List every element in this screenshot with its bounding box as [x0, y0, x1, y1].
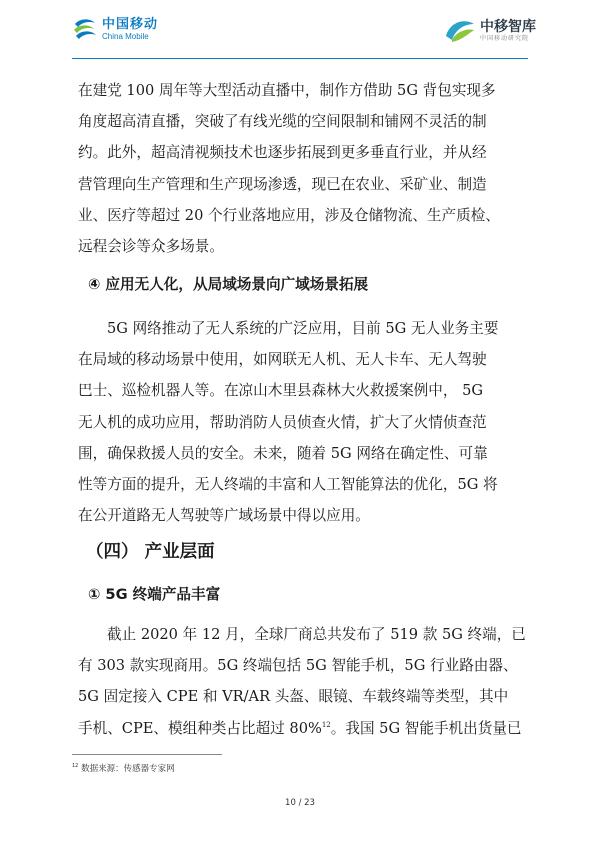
text-segment: 手机、CPE、模组种类占比超过 80%: [78, 719, 322, 737]
text-line: 远程会诊等众多场景。: [78, 238, 224, 256]
china-mobile-logo: [72, 16, 158, 42]
text-segment: 。我国 5G 智能手机出货量已: [330, 719, 522, 737]
text-line: 在建党 100 周年等大型活动直播中，制作方借助 5G 背包实现多: [78, 82, 496, 99]
text-line: 5G 网络推动了无人系统的广泛应用，目前 5G 无人业务主要: [107, 320, 499, 337]
paragraph-unmanned-systems: [78, 313, 530, 531]
footnote-text: 数据来源：传感器专家网: [81, 764, 175, 774]
heading-5g-terminals: ① 5G 终端产品丰富: [88, 586, 221, 603]
footnote-reference[interactable]: 12: [321, 720, 331, 729]
left-logo-en: China Mobile: [102, 31, 149, 41]
left-logo-cn: 中国移动: [102, 16, 159, 32]
header-divider: [72, 58, 528, 59]
text-line: 巴士、巡检机器人等。在凉山木里县森林大火救援案例中， 5G: [78, 382, 484, 400]
text-line: 约。此外，超高清视频技术也逐步拓展到更多垂直行业，并从经: [78, 144, 487, 162]
cmri-think-tank-logo: [444, 18, 536, 44]
text-line: 在局域的移动场景中使用，如网联无人机、无人卡车、无人驾驶: [78, 351, 487, 369]
right-logo-en: 中国移动研究院: [480, 35, 530, 42]
text-line: [78, 713, 530, 744]
heading-unmanned-applications: ④ 应用无人化，从局域场景向广域场景拓展: [88, 276, 369, 293]
page-number: 10 / 23: [285, 798, 315, 808]
paragraph-5g-terminals: [78, 619, 530, 744]
text-line: 5G 固定接入 CPE 和 VR/AR 头盔、眼镜、车载终端等类型，其中: [78, 688, 509, 706]
page-header: [0, 0, 600, 60]
text-line: 围，确保救援人员的安全。未来，随着 5G 网络在确定性、可靠: [78, 444, 488, 462]
china-mobile-logo-icon: [72, 16, 98, 42]
text-line: 无人机的成功应用，帮助消防人员侦查火情，扩大了火情侦查范: [78, 413, 487, 431]
footnote: [72, 762, 175, 774]
section-heading-industry: （四） 产业层面: [86, 542, 215, 562]
text-line: 有 303 款实现商用。5G 终端包括 5G 智能手机，5G 行业路由器、: [78, 657, 518, 675]
text-line: 截止 2020 年 12 月，全球厂商总共发布了 519 款 5G 终端，已: [107, 626, 526, 643]
paragraph-ultra-hd-video: [78, 75, 530, 262]
text-line: 业、医疗等超过 20 个行业落地应用，涉及仓储物流、生产质检、: [78, 206, 500, 224]
text-line: 角度超高清直播，突破了有线光缆的空间限制和铺网不灵活的制: [78, 113, 487, 131]
footnote-mark: 12: [72, 763, 79, 770]
footnote-divider: [72, 754, 222, 755]
right-logo-cn: 中移智库: [480, 19, 536, 35]
text-line: 在公开道路无人驾驶等广域场景中得以应用。: [78, 507, 370, 525]
text-line: 性等方面的提升，无人终端的丰富和人工智能算法的优化，5G 将: [78, 476, 498, 494]
text-line: 营管理向生产管理和生产现场渗透，现已在农业、采矿业、制造: [78, 175, 487, 193]
think-tank-logo-icon: [444, 18, 476, 44]
